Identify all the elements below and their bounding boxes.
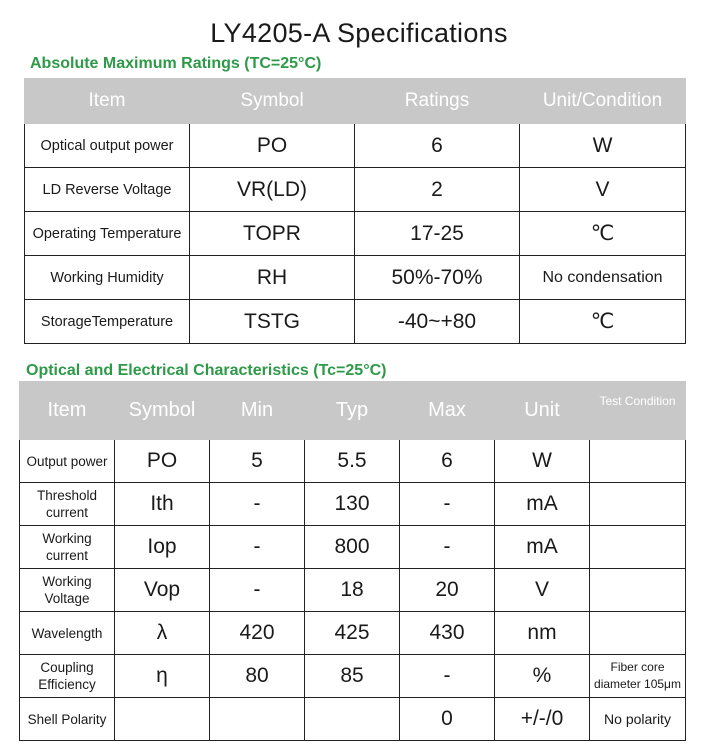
col-header-symbol: Symbol [190, 79, 355, 124]
cell-max: 430 [400, 612, 495, 655]
col-header-min: Min [210, 382, 305, 440]
col-header-symbol: Symbol [115, 382, 210, 440]
cell-unit: ℃ [520, 212, 686, 256]
cell-max: - [400, 526, 495, 569]
optical-table [19, 381, 686, 741]
cell-min: 5 [210, 440, 305, 483]
cell-symbol [115, 698, 210, 741]
cell-min: - [210, 526, 305, 569]
cell-item: Working Humidity [25, 256, 190, 300]
cell-item: Threshold current [20, 483, 115, 526]
cell-symbol: VR(LD) [190, 168, 355, 212]
cell-unit: mA [495, 526, 590, 569]
cell-max: 20 [400, 569, 495, 612]
table-row [25, 212, 686, 256]
cell-rating: 50%-70% [355, 256, 520, 300]
col-header-test-condition: Test Condition [590, 382, 686, 440]
cell-typ [305, 698, 400, 741]
cell-typ: 425 [305, 612, 400, 655]
cell-condition [590, 569, 686, 612]
cell-unit: V [495, 569, 590, 612]
cell-condition [590, 483, 686, 526]
cell-max: 6 [400, 440, 495, 483]
cell-condition: No polarity [590, 698, 686, 741]
table-row [25, 168, 686, 212]
cell-unit: % [495, 655, 590, 698]
cell-item: LD Reverse Voltage [25, 168, 190, 212]
col-header-typ: Typ [305, 382, 400, 440]
cell-item: Working Voltage [20, 569, 115, 612]
optical-heading: Optical and Electrical Characteristics (Tc=25°C) [26, 362, 387, 379]
table-row [20, 569, 686, 612]
cell-max: 0 [400, 698, 495, 741]
cell-min: - [210, 483, 305, 526]
cell-symbol: PO [190, 124, 355, 168]
cell-item: Operating Temperature [25, 212, 190, 256]
cell-symbol: TSTG [190, 300, 355, 344]
cell-max: - [400, 655, 495, 698]
cell-condition [590, 526, 686, 569]
cell-typ: 18 [305, 569, 400, 612]
table-row [20, 440, 686, 483]
cell-unit: mA [495, 483, 590, 526]
cell-min [210, 698, 305, 741]
cell-typ: 5.5 [305, 440, 400, 483]
cell-item: Output power [20, 440, 115, 483]
cell-unit: W [520, 124, 686, 168]
cell-typ: 85 [305, 655, 400, 698]
cell-rating: 2 [355, 168, 520, 212]
cell-min: 420 [210, 612, 305, 655]
abs-max-header-row [25, 79, 686, 124]
col-header-max: Max [400, 382, 495, 440]
cell-symbol: TOPR [190, 212, 355, 256]
cell-rating: 6 [355, 124, 520, 168]
cell-symbol: RH [190, 256, 355, 300]
cell-condition [590, 612, 686, 655]
col-header-item: Item [25, 79, 190, 124]
table-row [20, 526, 686, 569]
page-title: LY4205-A Specifications [210, 18, 508, 48]
cell-symbol: λ [115, 612, 210, 655]
cell-symbol: η [115, 655, 210, 698]
cell-item: Optical output power [25, 124, 190, 168]
col-header-unit-condition: Unit/Condition [520, 79, 686, 124]
cell-item: Working current [20, 526, 115, 569]
cell-condition [590, 440, 686, 483]
cell-item: Coupling Efficiency [20, 655, 115, 698]
cell-unit: V [520, 168, 686, 212]
cell-symbol: Vop [115, 569, 210, 612]
table-row [25, 300, 686, 344]
table-row [20, 483, 686, 526]
optical-header-row [20, 382, 686, 440]
col-header-item: Item [20, 382, 115, 440]
cell-unit: No condensation [520, 256, 686, 300]
cell-symbol: PO [115, 440, 210, 483]
table-row [25, 256, 686, 300]
table-row [20, 612, 686, 655]
abs-max-heading: Absolute Maximum Ratings (TC=25°C) [30, 55, 322, 72]
cell-unit: +/-/0 [495, 698, 590, 741]
col-header-ratings: Ratings [355, 79, 520, 124]
cell-symbol: Iop [115, 526, 210, 569]
cell-unit: nm [495, 612, 590, 655]
cell-typ: 130 [305, 483, 400, 526]
cell-min: - [210, 569, 305, 612]
abs-max-table [24, 78, 686, 344]
cell-item: Wavelength [20, 612, 115, 655]
cell-rating: 17-25 [355, 212, 520, 256]
table-row [25, 124, 686, 168]
cell-item: StorageTemperature [25, 300, 190, 344]
cell-condition: Fiber core diameter 105μm [590, 655, 686, 698]
cell-rating: -40~+80 [355, 300, 520, 344]
cell-min: 80 [210, 655, 305, 698]
cell-unit: ℃ [520, 300, 686, 344]
cell-symbol: Ith [115, 483, 210, 526]
cell-item: Shell Polarity [20, 698, 115, 741]
table-row [20, 655, 686, 698]
col-header-unit: Unit [495, 382, 590, 440]
table-row [20, 698, 686, 741]
cell-max: - [400, 483, 495, 526]
cell-unit: W [495, 440, 590, 483]
cell-typ: 800 [305, 526, 400, 569]
